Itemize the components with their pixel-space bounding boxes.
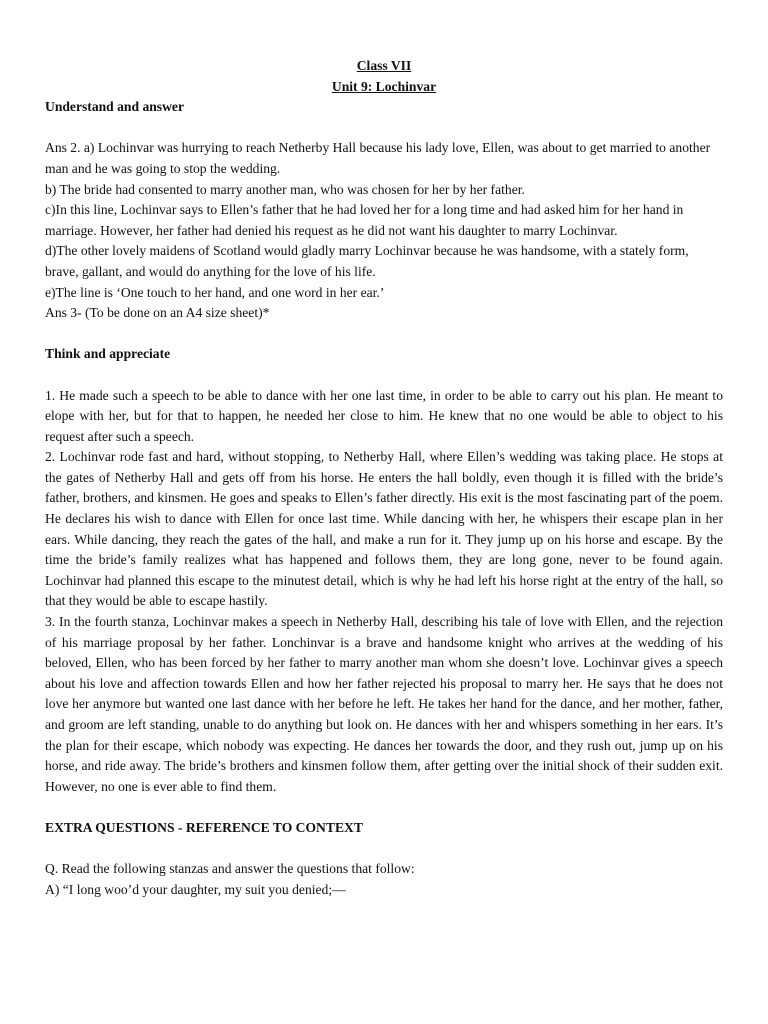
extra-heading: EXTRA QUESTIONS - REFERENCE TO CONTEXT xyxy=(45,819,363,835)
answer-2b: b) The bride had consented to marry another man, who was chosen for her by her father. xyxy=(45,181,525,197)
class-title: Class VII xyxy=(356,58,412,73)
document-page xyxy=(45,56,723,900)
extra-quote: A) “I long woo’d your daughter, my suit you denied;— xyxy=(45,881,346,897)
answer-2a: Ans 2. a) Lochinvar was hurrying to reach Netherby Hall because his lady love, Ellen, was about to get married to another man and he was going to stop the wedding. xyxy=(45,140,711,176)
answer-3: Ans 3- (To be done on an A4 size sheet)* xyxy=(45,305,270,321)
extra-question: Q. Read the following stanzas and answer the questions that follow: xyxy=(45,861,415,877)
think-heading: Think and appreciate xyxy=(45,346,171,362)
think-answer-1: 1. He made such a speech to be able to dance with her one last time, in order to be able to carry out his plan. He meant to elope with her, but for that to happen, he needed her close to him. He knew that no one would be able to object to his request after such a speech. xyxy=(45,387,723,444)
answer-2c: c)In this line, Lochinvar says to Ellen’s father that he had loved her for a long time and had asked him for her hand in marriage. However, her father had denied his request as he did not want his daughter to marry Lochinvar. xyxy=(45,202,684,238)
think-answer-3: 3. In the fourth stanza, Lochinvar makes a speech in Netherby Hall, describing his tale of love with Ellen, and the rejection of his marriage proposal by her father. Lonchinvar is a brave and handsome knight who arrives at the wedding of his beloved, Ellen, who has been forced by her father to marry another man whom she doesn’t love. Lochinvar gives a speech about his love and affection towards Ellen and how her father rejected his proposal to marry her. He says that he does not love her anymore but wanted one last dance with her before he left. He takes her hand for the dance, and her mother, father, and groom are left standing, unable to do anything but look on. He dances with her and whispers something in her ears. It’s the plan for their escape, which nobody was expecting. He dances her towards the door, and they rush out, jump up on his horse, and ride away. The bride’s brothers and kinsmen follow them, after getting over the initial shock of their sudden exit. However, no one is ever able to find them. xyxy=(45,614,723,794)
answer-2d: d)The other lovely maidens of Scotland would gladly marry Lochinvar because he was handsome, with a stately form, brave, gallant, and would do anything for the love of his life. xyxy=(45,243,689,279)
unit-title: Unit 9: Lochinvar xyxy=(331,78,437,94)
think-answer-2: 2. Lochinvar rode fast and hard, without stopping, to Netherby Hall, where Ellen’s wedding was taking place. He stops at the gates of Netherby Hall and gets off from his horse. He enters the hall boldly, even though it is filled with the bride’s father, brothers, and kinsmen. He goes and speaks to Ellen’s father directly. His exit is the most fascinating part of the poem. He declares his wish to dance with Ellen for once last time. While dancing with her, he whispers their escape plan in her ears. While dancing, they reach the gates of the hall, and make a run for it. They jump up on his horse and escape. By the time the bride’s family realizes what has happened and follows them, they are long gone, never to be found again. Lochinvar had planned this escape to the minutest detail, which is why he had left his horse right at the entry of the hall, so that they would be able to escape hastily. xyxy=(45,449,723,609)
understand-heading: Understand and answer xyxy=(45,99,184,115)
answer-2e: e)The line is ‘One touch to her hand, and one word in her ear.’ xyxy=(45,284,385,300)
